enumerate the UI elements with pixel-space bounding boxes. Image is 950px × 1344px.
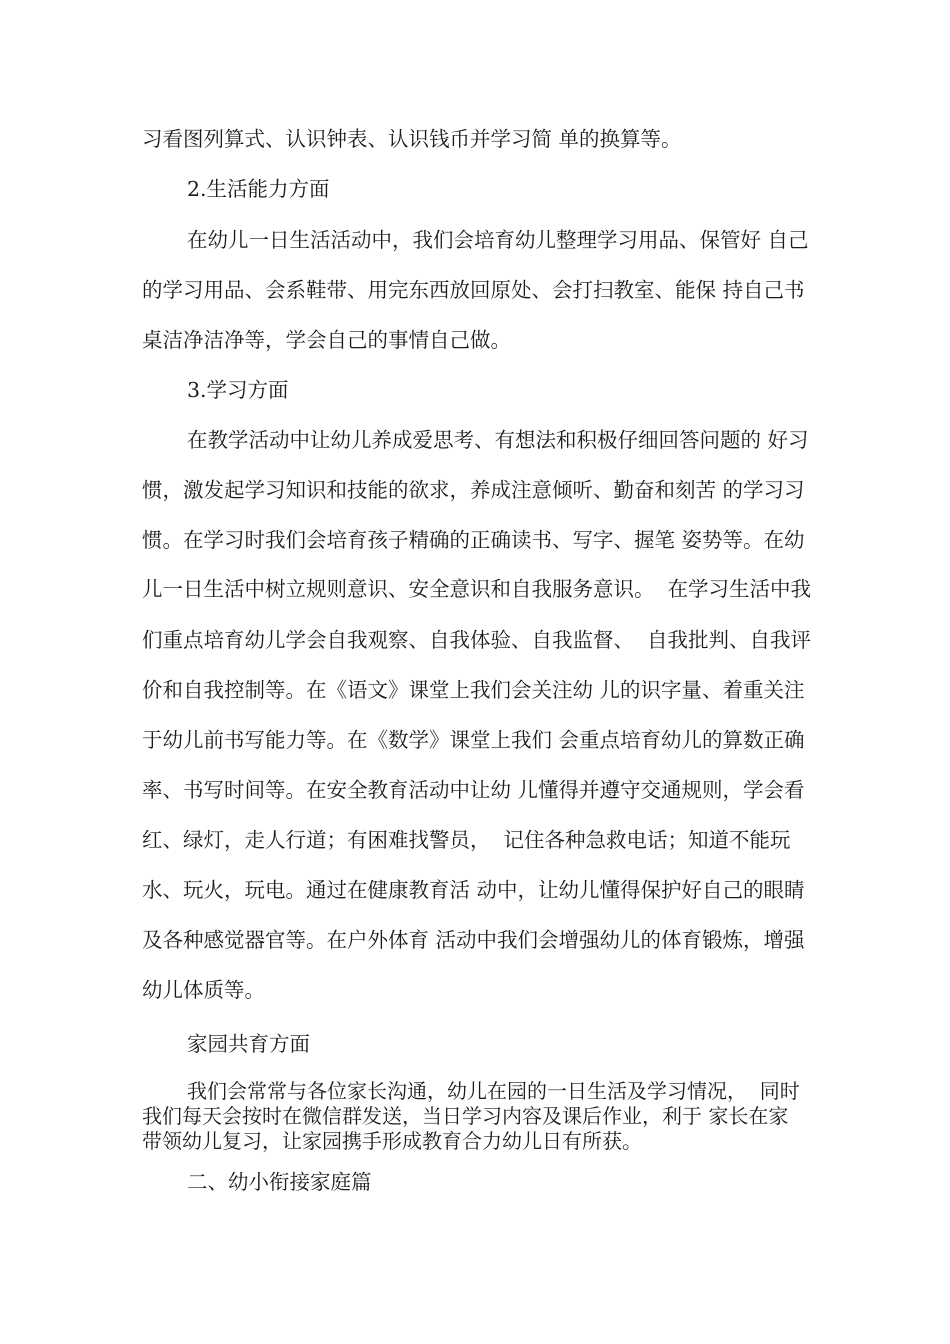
paragraph-line: 惯。在学习时我们会培育孩子精确的正确读书、写字、握笔 姿势等。在幼 xyxy=(142,528,805,552)
section-heading: 2.生活能力方面 xyxy=(187,177,330,201)
section-heading: 3.学习方面 xyxy=(187,378,289,402)
paragraph-line: 带领幼儿复习，让家园携手形成教育合力幼儿日有所获。 xyxy=(142,1129,642,1153)
paragraph-line: 的学习用品、会系鞋带、用完东西放回原处、会打扫教室、能保 持自己书 xyxy=(142,278,805,302)
paragraph-line: 桌洁净洁净等，学会自己的事情自己做。 xyxy=(142,328,511,352)
section-heading: 家园共育方面 xyxy=(187,1032,310,1056)
section-heading: 二、幼小衔接家庭篇 xyxy=(187,1170,372,1194)
paragraph-line: 在教学活动中让幼儿养成爱思考、有想法和积极仔细回答问题的 好习 xyxy=(187,428,809,452)
paragraph-line: 在幼儿一日生活活动中，我们会培育幼儿整理学习用品、保管好 自己 xyxy=(187,228,809,252)
paragraph-line: 们重点培育幼儿学会自我观察、自我体验、自我监督、 自我批判、自我评 xyxy=(142,628,812,652)
paragraph-line: 红、绿灯，走人行道；有困难找警员， 记住各种急救电话；知道不能玩 xyxy=(142,828,791,852)
paragraph-line: 于幼儿前书写能力等。在《数学》课堂上我们 会重点培育幼儿的算数正确 xyxy=(142,728,805,752)
paragraph-line: 我们每天会按时在微信群发送，当日学习内容及课后作业，利于 家长在家 xyxy=(142,1104,789,1128)
paragraph-line: 率、书写时间等。在安全教育活动中让幼 儿懂得并遵守交通规则，学会看 xyxy=(142,778,805,802)
paragraph-line: 惯，激发起学习知识和技能的欲求，养成注意倾听、勤奋和刻苦 的学习习 xyxy=(142,478,805,502)
paragraph-line: 幼儿体质等。 xyxy=(142,978,265,1002)
paragraph-line: 水、玩火，玩电。通过在健康教育活 动中，让幼儿懂得保护好自己的眼睛 xyxy=(142,878,805,902)
paragraph-line: 价和自我控制等。在《语文》课堂上我们会关注幼 儿的识字量、着重关注 xyxy=(142,678,805,702)
paragraph-line: 及各种感觉器官等。在户外体育 活动中我们会增强幼儿的体育锻炼，增强 xyxy=(142,928,805,952)
paragraph-line: 我们会常常与各位家长沟通，幼儿在园的一日生活及学习情况， 同时 xyxy=(187,1079,800,1103)
paragraph-line: 儿一日生活中树立规则意识、安全意识和自我服务意识。 在学习生活中我 xyxy=(142,577,812,601)
paragraph-line: 习看图列算式、认识钟表、认识钱币并学习简 单的换算等。 xyxy=(142,127,682,151)
